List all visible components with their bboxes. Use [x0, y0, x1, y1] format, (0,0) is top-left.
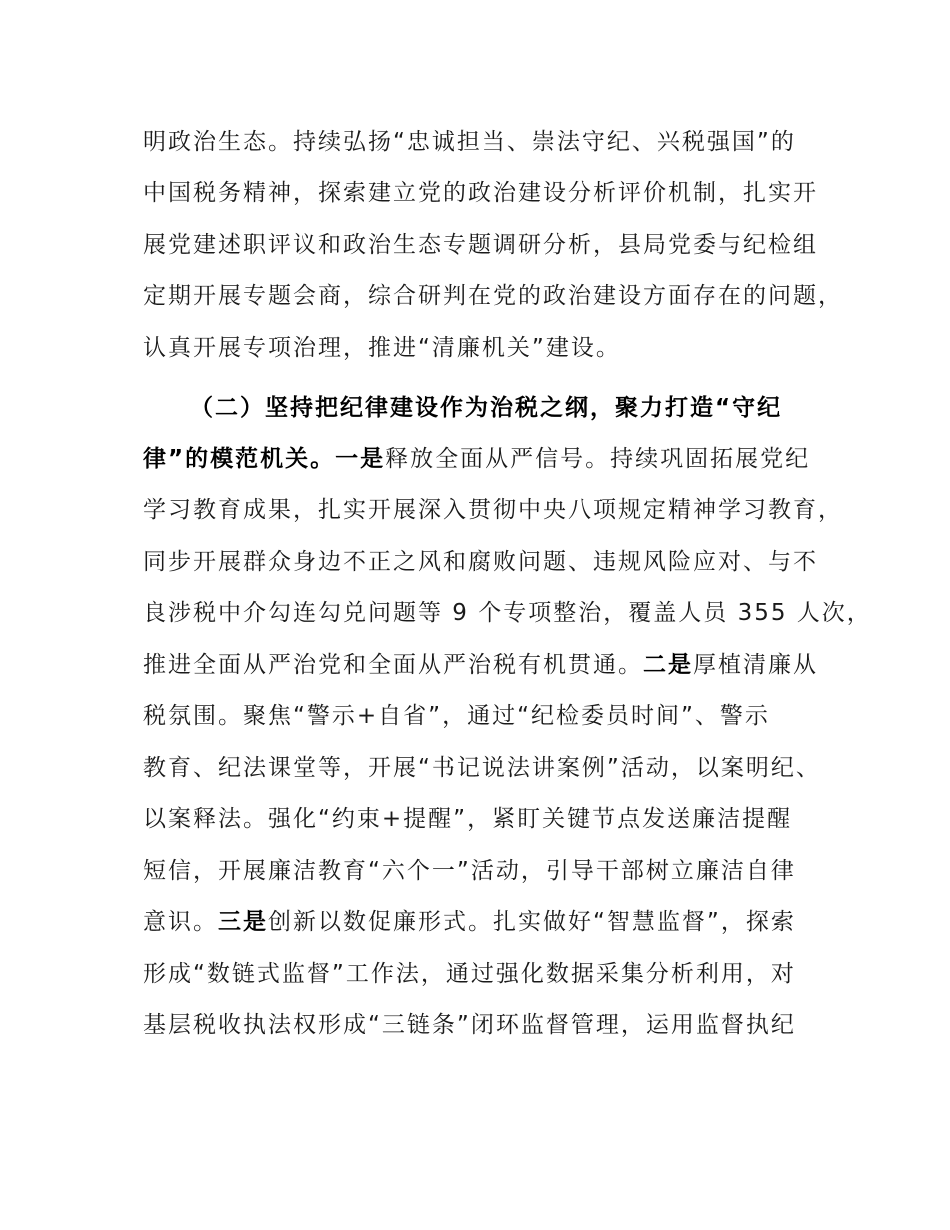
text-line-4: [143, 276, 843, 316]
point-marker-two: 二是: [643, 652, 693, 678]
line-text: 税氛围。聚焦“警示+自省”，通过“纪检委员时间”、警示: [143, 703, 770, 729]
line-text: 意识。: [143, 909, 218, 935]
line-text: 教育、纪法课堂等，开展“书记说法讲案例”活动，以案明纪、: [143, 755, 821, 781]
line-text: 展党建述职评议和政治生态专题调研分析，县局党委与纪检组: [143, 232, 818, 258]
line-text: 学习教育成果，扎实开展深入贯彻中央八项规定精神学习教育，: [143, 497, 843, 523]
point-marker-one: 一是: [335, 446, 386, 472]
text-line-14: [143, 799, 792, 839]
text-line-13: [143, 748, 821, 788]
point-marker-three: 三是: [218, 909, 268, 935]
line-text: 以案释法。强化“约束+提醒”，紧盯关键节点发送廉洁提醒: [143, 806, 793, 832]
text-line-3: [143, 225, 818, 265]
text-line-5: [143, 328, 621, 368]
section-heading-continuation: 律”的模范机关。: [143, 446, 336, 472]
line-text: 定期开展专题会商，综合研判在党的政治建设方面存在的问题，: [143, 283, 843, 309]
text-line-10: [143, 593, 872, 633]
text-line-8: [143, 490, 843, 530]
line-text: 释放全面从严信号。持续巩固拓展党纪: [385, 446, 811, 472]
line-text: 认真开展专项治理，推进“清廉机关”建设。: [143, 335, 621, 361]
line-text: 短信，开展廉洁教育“六个一”活动，引导干部树立廉洁自律: [143, 858, 796, 884]
text-line-2: [143, 173, 818, 213]
line-text: 推进全面从严治党和全面从严治税有机贯通。: [143, 652, 643, 678]
section-heading: （二）坚持把纪律建设作为治税之纲，聚力打造“守纪: [190, 395, 783, 421]
line-text: 同步开展群众身边不正之风和腐败问题、违规风险应对、与不: [143, 549, 818, 575]
line-text: 形成“数链式监督”工作法，通过强化数据采集分析利用，对: [143, 961, 796, 987]
text-line-18: [143, 1005, 796, 1045]
line-text: 基层税收执法权形成“三链条”闭环监督管理，运用监督执纪: [143, 1012, 796, 1038]
line-text: 明政治生态。持续弘扬“忠诚担当、崇法守纪、兴税强国”的: [143, 129, 796, 155]
line-text: 中国税务精神，探索建立党的政治建设分析评价机制，扎实开: [143, 180, 818, 206]
text-line-16: [143, 902, 796, 942]
text-line-1: [143, 122, 796, 162]
text-line-7: [143, 439, 810, 479]
line-text: 良涉税中介勾连勾兑问题等 9 个专项整治，覆盖人员 355 人次，: [143, 600, 872, 626]
section-heading-line: [190, 388, 782, 428]
text-line-12: [143, 696, 770, 736]
text-line-9: [143, 542, 818, 582]
line-text: 创新以数促廉形式。扎实做好“智慧监督”，探索: [268, 909, 796, 935]
line-text: 厚植清廉从: [693, 652, 818, 678]
text-line-15: [143, 851, 796, 891]
text-line-11: [143, 645, 818, 685]
text-line-17: [143, 954, 796, 994]
